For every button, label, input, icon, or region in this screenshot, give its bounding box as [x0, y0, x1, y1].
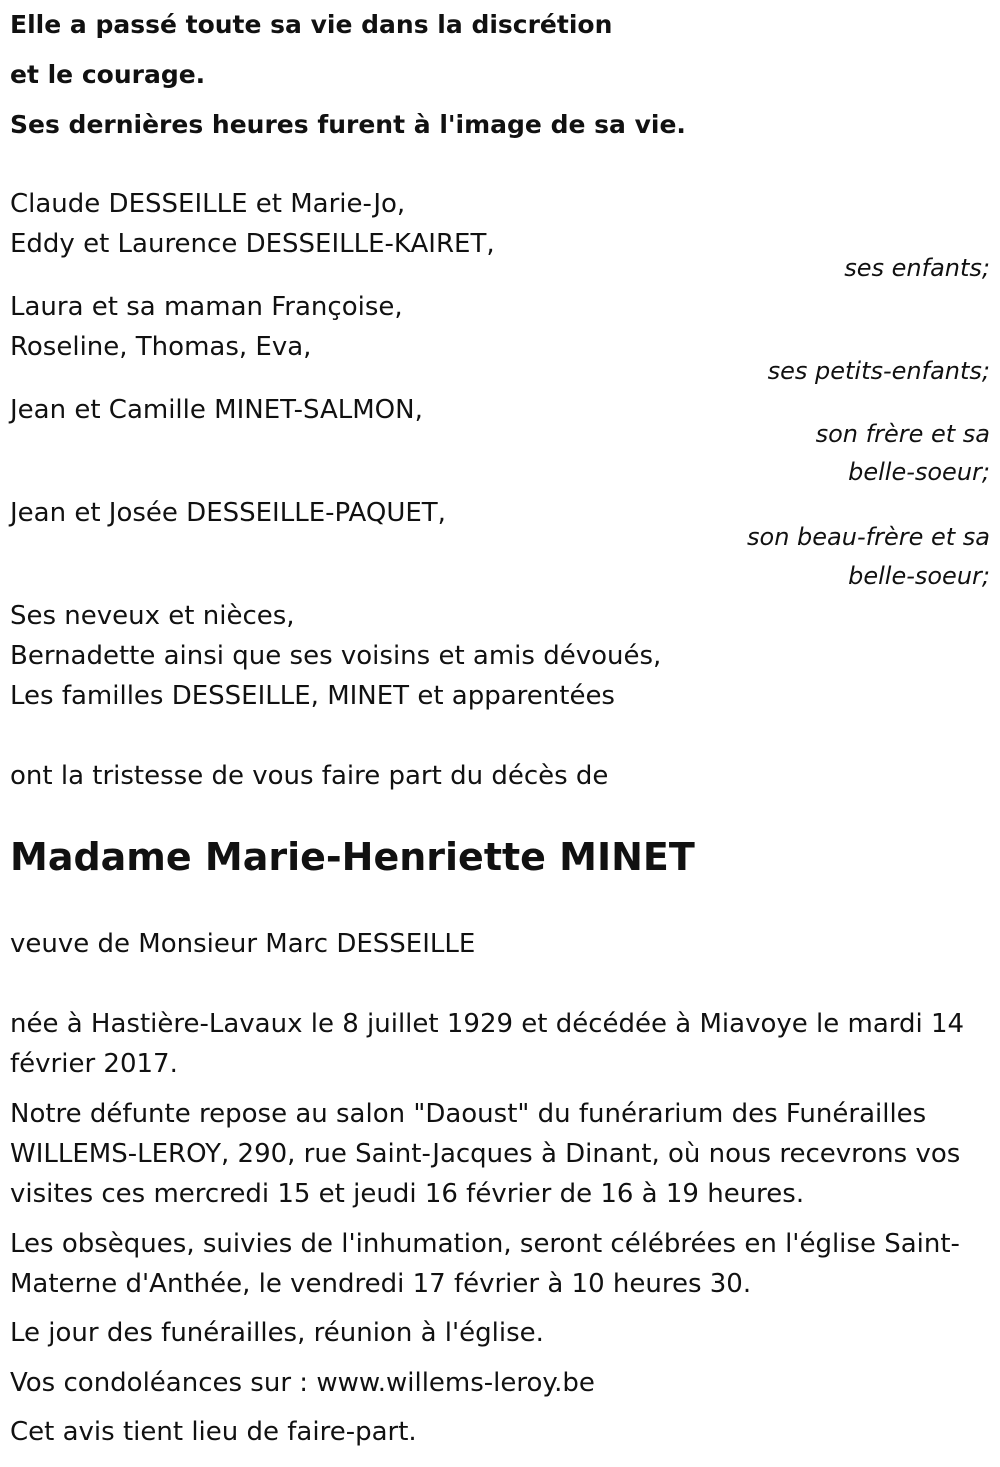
others-line-3: Les familles DESSEILLE, MINET et apparentées: [10, 681, 615, 711]
brother-in-law-line: Jean et Josée DESSEILLE-PAQUET,: [10, 498, 446, 528]
intro-line-3: Ses dernières heures furent à l'image de sa vie.: [10, 110, 686, 139]
children-line-2: Eddy et Laurence DESSEILLE-KAIRET,: [10, 229, 495, 259]
children-relation: ses enfants;: [844, 254, 990, 282]
announcement: ont la tristesse de vous faire part du décès de: [10, 761, 609, 791]
funeral-details: Les obsèques, suivies de l'inhumation, seront célébrées en l'église Saint-Materne d'Anthée, le vendredi 17 février à 10 heures 30.: [10, 1229, 960, 1299]
intro-line-1: Elle a passé toute sa vie dans la discrétion: [10, 10, 613, 39]
brother-relation-1: son frère et sa: [815, 420, 990, 448]
condolences-line: Vos condoléances sur : www.willems-leroy.be: [10, 1368, 595, 1398]
deceased-name: Madame Marie-Henriette MINET: [10, 835, 695, 879]
brother-relation-2: belle-soeur;: [848, 458, 990, 486]
birth-death-details: née à Hastière-Lavaux le 8 juillet 1929 et décédée à Miavoye le mardi 14 février 2017.: [10, 1009, 965, 1079]
visitation-details: Notre défunte repose au salon "Daoust" du funérarium des Funérailles WILLEMS-LEROY, 290, rue Saint-Jacques à Dinant, où nous recevrons vos visites ces mercredi 15 et jeudi 16 février de 16 à 19 heures.: [10, 1099, 961, 1209]
brother-in-law-relation-1: son beau-frère et sa: [747, 523, 990, 551]
brother-in-law-relation-2: belle-soeur;: [848, 562, 990, 590]
children-line-1: Claude DESSEILLE et Marie-Jo,: [10, 189, 406, 219]
brother-line: Jean et Camille MINET-SALMON,: [10, 395, 423, 425]
grandchildren-line-1: Laura et sa maman Françoise,: [10, 292, 403, 322]
others-line-1: Ses neveux et nièces,: [10, 601, 295, 631]
intro-line-2: et le courage.: [10, 60, 206, 89]
meeting-details: Le jour des funérailles, réunion à l'église.: [10, 1318, 544, 1348]
grandchildren-relation: ses petits-enfants;: [767, 357, 990, 385]
widow-of: veuve de Monsieur Marc DESSEILLE: [10, 929, 476, 959]
grandchildren-line-2: Roseline, Thomas, Eva,: [10, 332, 312, 362]
others-line-2: Bernadette ainsi que ses voisins et amis dévoués,: [10, 641, 662, 671]
notice-line: Cet avis tient lieu de faire-part.: [10, 1417, 417, 1447]
